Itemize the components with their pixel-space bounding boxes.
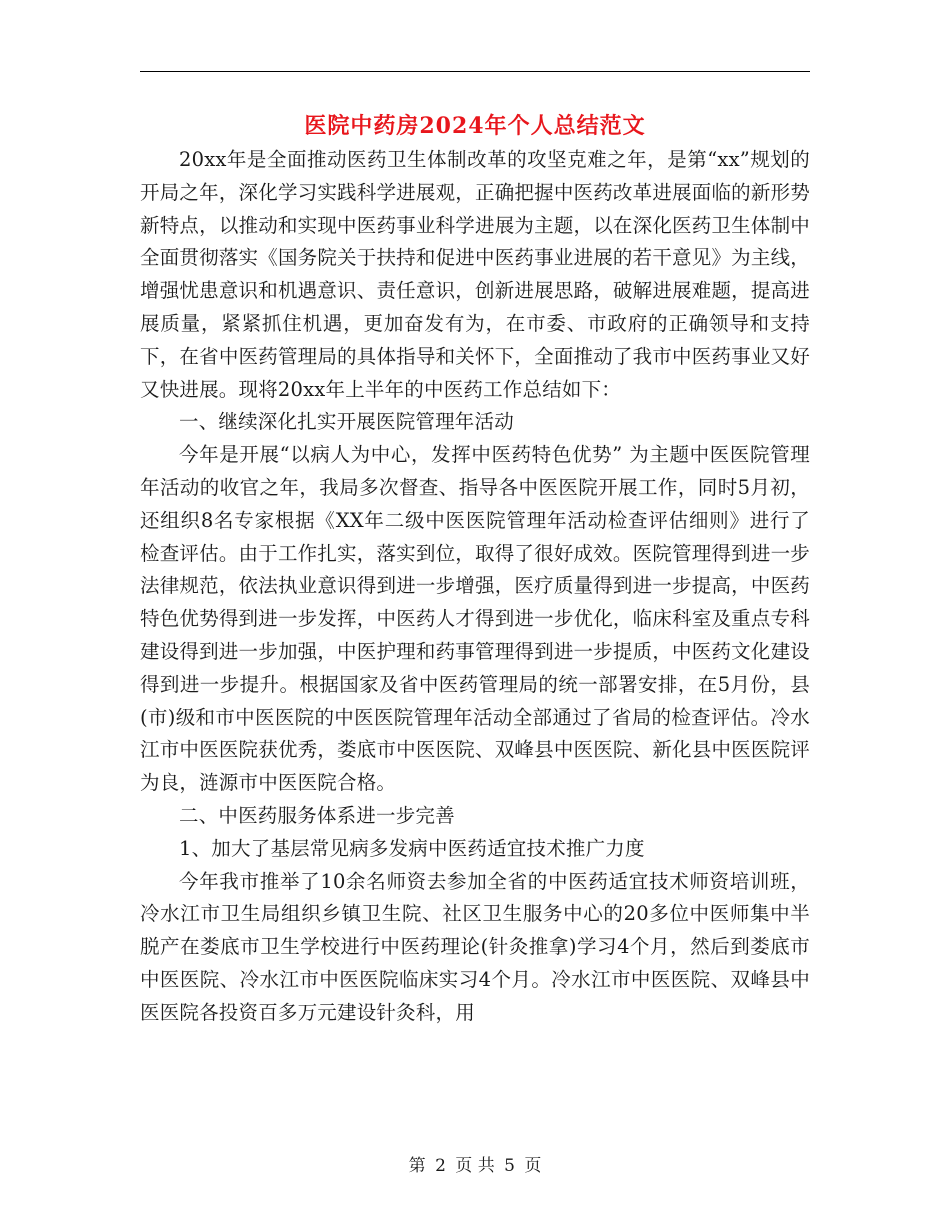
subsection-heading-2-1: 1、加大了基层常见病多发病中医药适宜技术推广力度 bbox=[179, 836, 645, 860]
page-footer bbox=[140, 1154, 810, 1178]
header-rule bbox=[140, 71, 810, 72]
footer-total-pages: 5 bbox=[504, 1156, 515, 1176]
footer-suffix: 页 bbox=[524, 1156, 542, 1176]
footer-current-page: 2 bbox=[435, 1156, 446, 1176]
paragraph-section-2-1: 今年我市推举了10余名师资去参加全省的中医药适宜技术师资培训班，冷水江市卫生局组织乡镇卫生院、社区卫生服务中心的20多位中医师集中半脱产在娄底市卫生学校进行中医药理论(针灸推拿)学习4个月，然后到娄底市中医医院、冷水江市中医医院临床实习4个月。冷水江市中医医院、双峰县中医医院各投资百多万元建设针灸科，用 bbox=[140, 869, 810, 1024]
document-body bbox=[140, 144, 810, 1030]
section-heading-2: 二、中医药服务体系进一步完善 bbox=[179, 803, 455, 827]
section-heading-1: 一、继续深化扎实开展医院管理年活动 bbox=[179, 410, 514, 434]
document-title: 医院中药房2024年个人总结范文 bbox=[304, 113, 646, 139]
paragraph-section-1: 今年是开展“以病人为中心，发挥中医药特色优势” 为主题中医医院管理年活动的收官之年，我局多次督查、指导各中医医院开展工作，同时5月初，还组织8名专家根据《XX年二级中医医院管理年活动检查评估细则》进行了检查评估。由于工作扎实，落实到位，取得了很好成效。医院管理得到进一步法律规范，依法执业意识得到进一步增强，医疗质量得到进一步提高，中医药特色优势得到进一步发挥，中医药人才得到进一步优化，临床科室及重点专科建设得到进一步加强，中医护理和药事管理得到进一步提质，中医药文化建设得到进一步提升。根据国家及省中医药管理局的统一部署安排，在5月份，县(市)级和市中医医院的中医医院管理年活动全部通过了省局的检查评估。冷水江市中医医院获优秀，娄底市中医医院、双峰县中医医院、新化县中医医院评为良，涟源市中医医院合格。 bbox=[140, 443, 810, 795]
footer-middle: 页 共 bbox=[455, 1156, 495, 1176]
paragraph-intro: 20xx年是全面推动医药卫生体制改革的攻坚克难之年，是第“xx”规划的开局之年，深化学习实践科学进展观，正确把握中医药改革进展面临的新形势新特点，以推动和实现中医药事业科学进展为主题，以在深化医药卫生体制中全面贯彻落实《国务院关于扶持和促进中医药事业进展的若干意见》为主线，增强忧患意识和机遇意识、责任意识，创新进展思路，破解进展难题，提高进展质量，紧紧抓住机遇，更加奋发有为，在市委、市政府的正确领导和支持下，在省中医药管理局的具体指导和关怀下，全面推动了我市中医药事业又好又快进展。现将20xx年上半年的中医药工作总结如下： bbox=[140, 148, 810, 401]
footer-prefix: 第 bbox=[408, 1156, 426, 1176]
